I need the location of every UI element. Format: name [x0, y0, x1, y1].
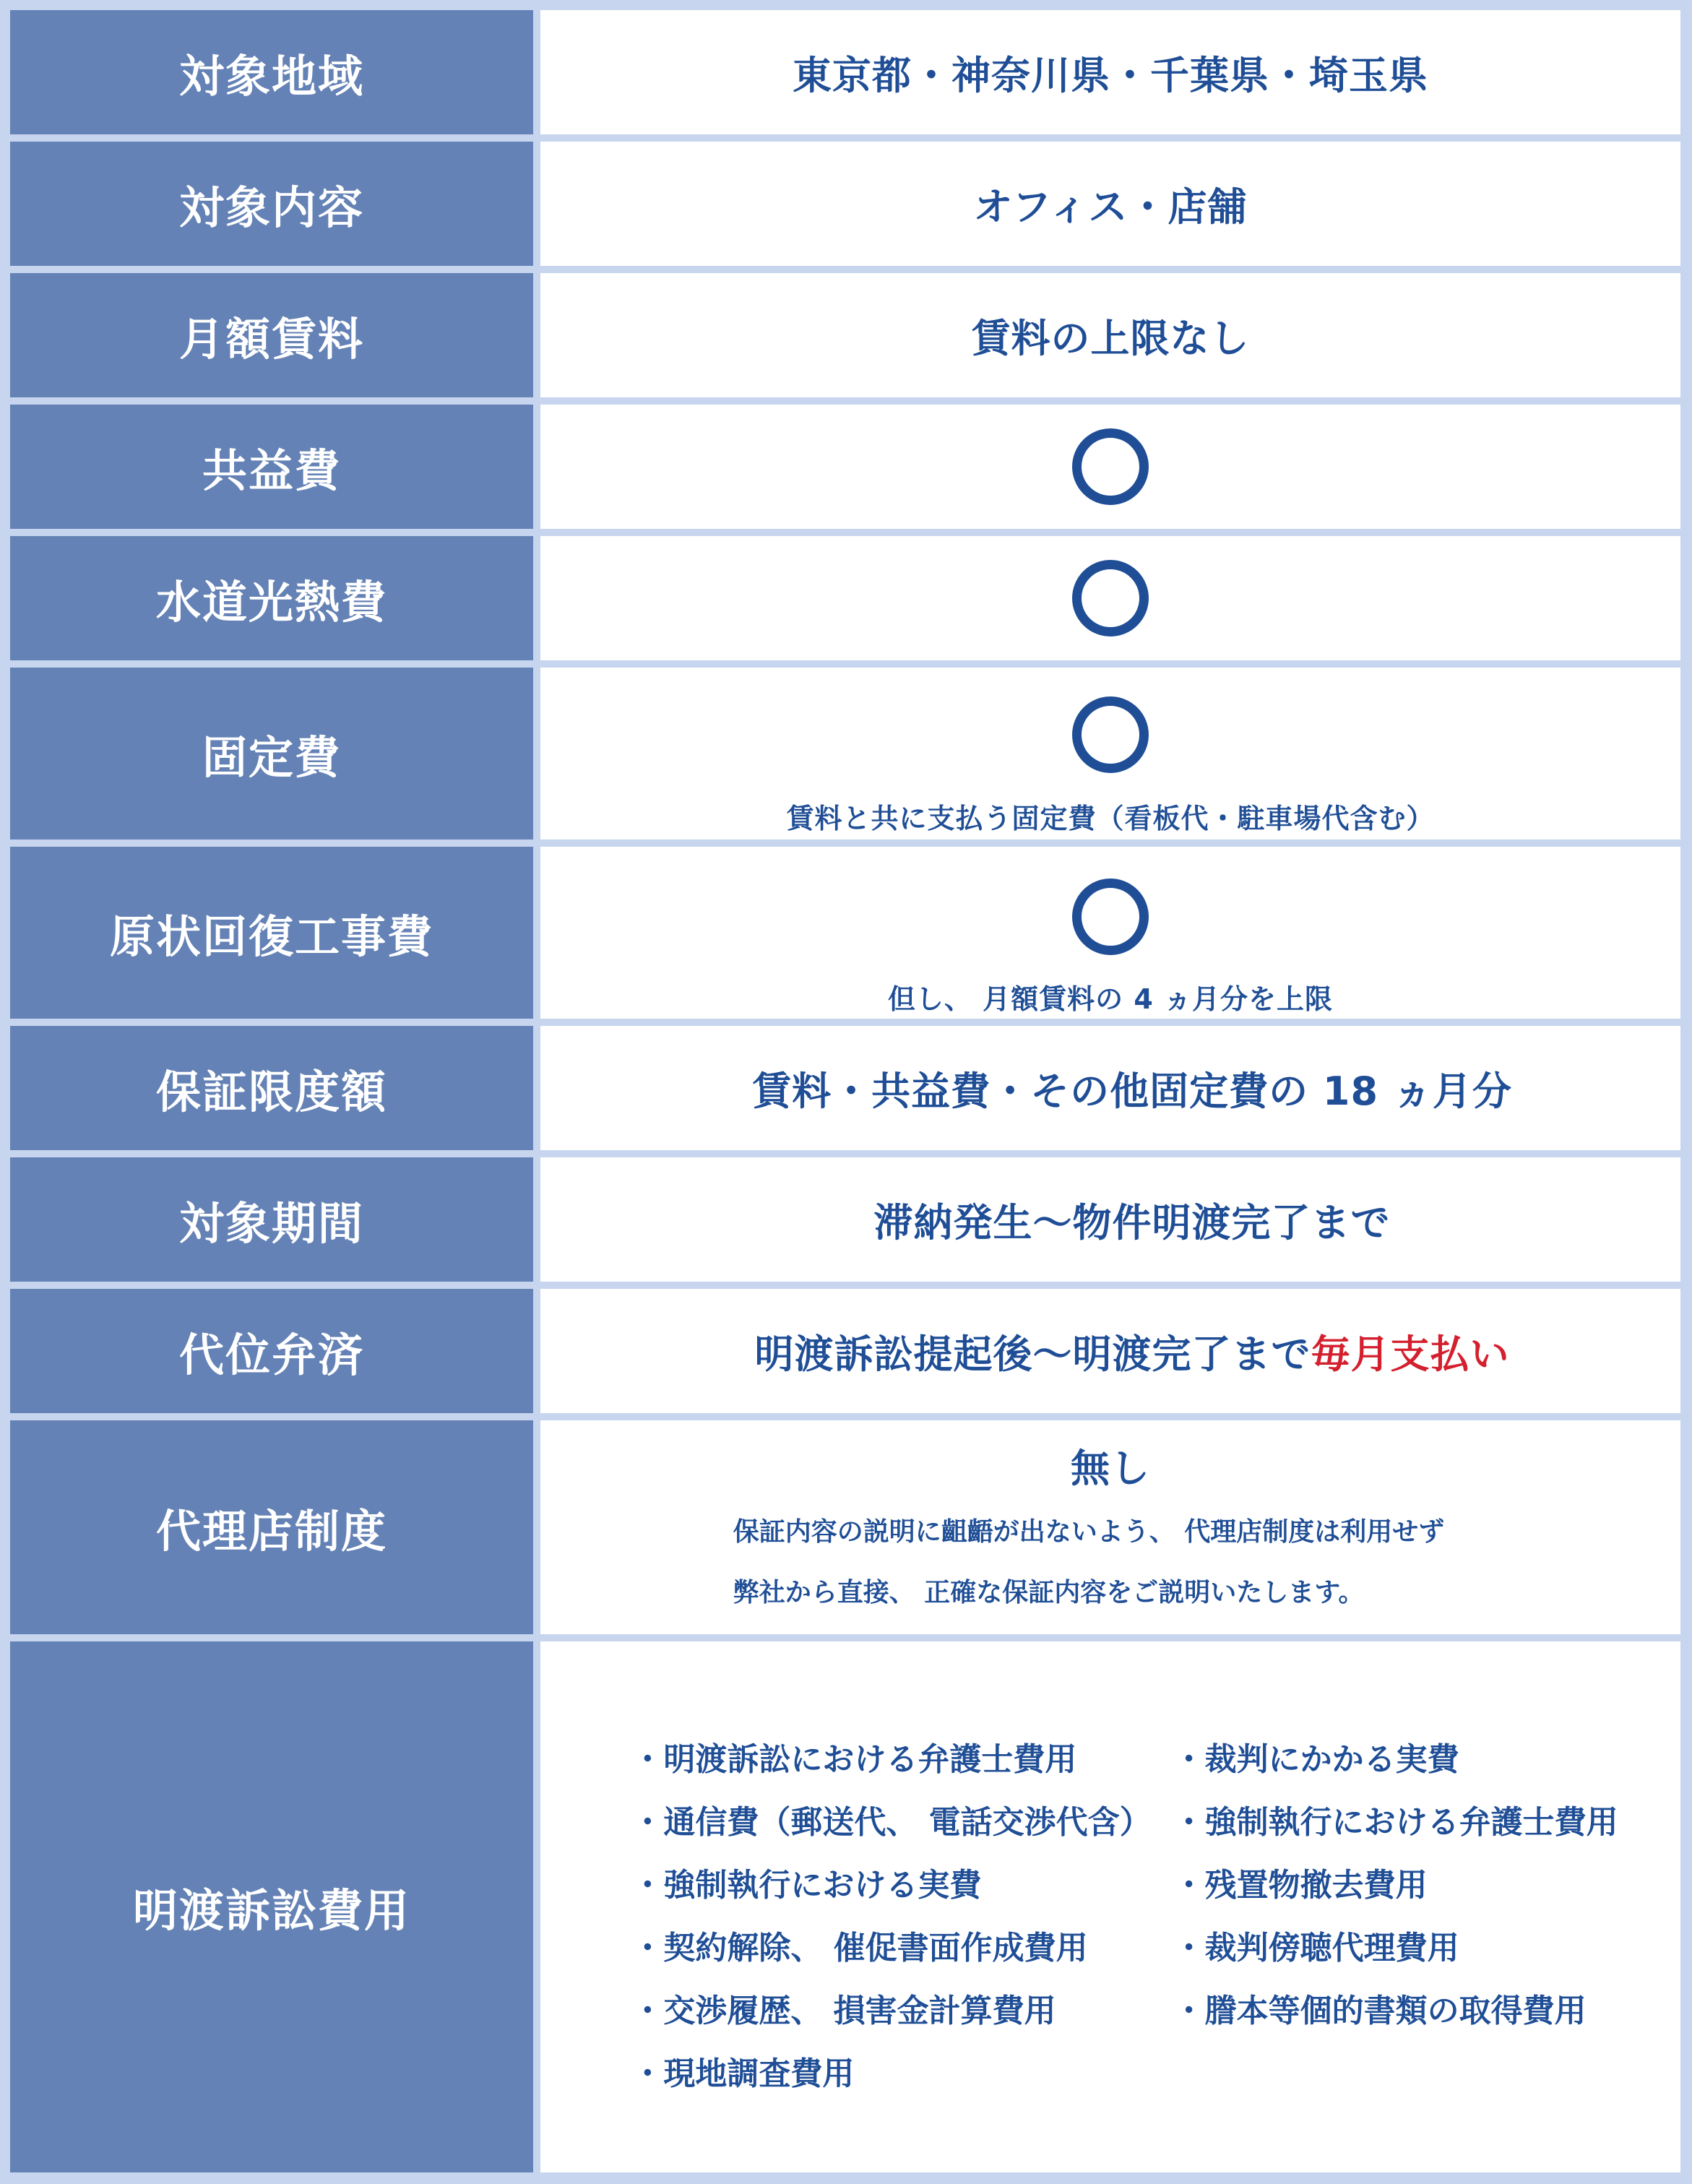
row-common-fee [10, 405, 1680, 529]
label-restoration: 原状回復工事費 [10, 847, 533, 1019]
circle-icon [1072, 428, 1149, 505]
list-item: ・ 明渡訴訟における弁護士費用 [631, 1728, 1151, 1791]
circle-icon [1072, 696, 1149, 773]
value-guarantee-limit: 賃料・共益費・その他固定費の 18 ヵ月分 [540, 1026, 1680, 1150]
list-item: ・ 交渉履歴、 損害金計算費用 [631, 1980, 1151, 2042]
value-subrogation [540, 1289, 1680, 1413]
lawsuit-cost-lists [540, 1728, 1680, 2105]
list-item: ・ 強制執行における実費 [631, 1854, 1151, 1917]
label-target-content: 対象内容 [10, 142, 533, 266]
value-target-content: オフィス・店舗 [540, 142, 1680, 266]
list-item: ・ 謄本等個的書類の取得費用 [1173, 1980, 1618, 2042]
agency-note-line-1: 保証内容の説明に齟齬が出ないよう、 代理店制度は利用せず [733, 1517, 1445, 1547]
list-item: ・ 通信費（郵送代、 電話交渉代含） [631, 1791, 1151, 1854]
list-item: ・ 強制執行における弁護士費用 [1173, 1791, 1618, 1854]
value-monthly-rent: 賃料の上限なし [540, 273, 1680, 397]
lawsuit-cost-list-right [1173, 1728, 1618, 2105]
label-subrogation: 代位弁済 [10, 1289, 533, 1413]
value-target-period: 滞納発生～物件明渡完了まで [540, 1157, 1680, 1282]
list-item: ・ 裁判傍聴代理費用 [1173, 1917, 1618, 1980]
label-fixed-cost: 固定費 [10, 668, 533, 839]
list-item: ・ 裁判にかかる実費 [1173, 1728, 1618, 1791]
value-restoration [540, 847, 1680, 1019]
circle-icon [1072, 879, 1149, 955]
subrogation-highlight: 毎月支払い [1311, 1331, 1510, 1377]
row-target-period [10, 1157, 1680, 1282]
circle-icon [1072, 560, 1149, 636]
restoration-note: 但し、 月額賃料の 4 ヵ月分を上限 [887, 983, 1334, 1015]
value-agency-system [540, 1420, 1680, 1634]
row-lawsuit-costs [10, 1641, 1680, 2172]
row-utilities [10, 536, 1680, 660]
list-item: ・ 残置物撤去費用 [1173, 1854, 1618, 1917]
row-agency-system [10, 1420, 1680, 1634]
row-fixed-cost [10, 668, 1680, 839]
row-restoration [10, 847, 1680, 1019]
agency-note [733, 1502, 1445, 1623]
label-common-fee: 共益費 [10, 405, 533, 529]
list-item: ・ 契約解除、 催促書面作成費用 [631, 1917, 1151, 1980]
subrogation-text: 明渡訴訟提起後～明渡完了まで [754, 1331, 1311, 1377]
label-monthly-rent: 月額賃料 [10, 273, 533, 397]
row-guarantee-limit [10, 1026, 1680, 1150]
value-fixed-cost [540, 668, 1680, 839]
label-utilities: 水道光熱費 [10, 536, 533, 660]
row-target-area [10, 10, 1680, 134]
row-target-content [10, 142, 1680, 266]
row-monthly-rent [10, 273, 1680, 397]
label-lawsuit-costs: 明渡訴訟費用 [10, 1641, 533, 2172]
fixed-cost-note: 賃料と共に支払う固定費（看板代・駐車場代含む） [786, 803, 1435, 834]
value-target-area: 東京都・神奈川県・千葉県・埼玉県 [540, 10, 1680, 134]
agency-value: 無し [1071, 1446, 1150, 1491]
label-agency-system: 代理店制度 [10, 1420, 533, 1634]
agency-note-line-2: 弊社から直接、 正確な保証内容をご説明いたします。 [733, 1578, 1365, 1607]
label-guarantee-limit: 保証限度額 [10, 1026, 533, 1150]
value-utilities [540, 536, 1680, 660]
lawsuit-cost-list-left [631, 1728, 1151, 2105]
value-common-fee [540, 405, 1680, 529]
row-subrogation [10, 1289, 1680, 1413]
label-target-period: 対象期間 [10, 1157, 533, 1282]
label-target-area: 対象地域 [10, 10, 533, 134]
list-item: ・ 現地調査費用 [631, 2042, 1151, 2105]
value-lawsuit-costs [540, 1641, 1680, 2172]
